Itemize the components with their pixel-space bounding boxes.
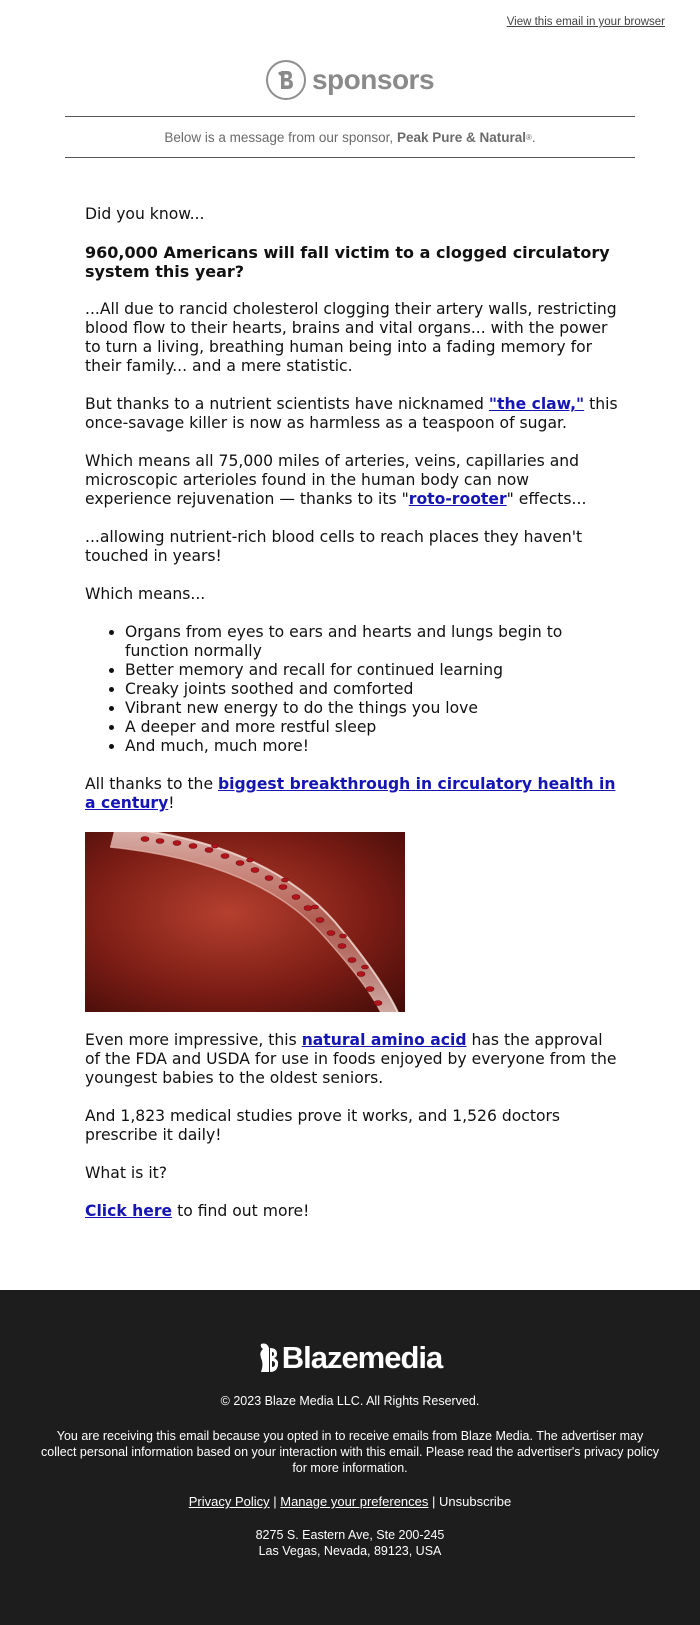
sponsor-name: Peak Pure & Natural <box>396 129 526 145</box>
postal-address <box>0 1527 700 1559</box>
blaze-flame-icon <box>258 1342 280 1374</box>
unsubscribe-link[interactable]: Unsubscribe <box>439 1494 512 1509</box>
sponsors-logo <box>0 44 700 116</box>
footer-links <box>0 1494 700 1509</box>
natural-amino-acid-link[interactable]: natural amino acid <box>301 1031 467 1049</box>
disclaimer: You are receiving this email because you opted in to receive emails from Blaze Media. The advertiser may collect personal information based on your interaction with this email. Please read the advertiser's privacy policy for more information. <box>41 1429 659 1475</box>
text-segment: has the approval of the FDA and USDA for use in foods enjoyed by everyone from the youngest babies to the oldest seniors. <box>85 1031 617 1087</box>
blaze-media-logo <box>0 1338 700 1378</box>
paragraph-headline: 960,000 Americans will fall victim to a clogged circulatory system this year? <box>85 243 610 281</box>
email-body <box>85 205 620 1240</box>
address-line-2: Las Vegas, Nevada, 89123, USA <box>258 1544 442 1558</box>
paragraph-did-you-know: Did you know... <box>85 205 205 223</box>
paragraph-click-here <box>85 1202 620 1221</box>
separator: | <box>269 1494 281 1509</box>
click-here-link[interactable]: Click here <box>85 1202 173 1220</box>
paragraph-the-claw <box>85 395 620 433</box>
sponsor-message-bar <box>65 116 635 158</box>
text-segment: " effects... <box>506 490 587 508</box>
paragraph-which-means: Which means... <box>85 585 206 603</box>
paragraph-blood-cells: ...allowing nutrient-rich blood cells to reach places they haven't touched in years! <box>85 528 583 565</box>
paragraph-cholesterol: ...All due to rancid cholesterol clogging their artery walls, restricting blood flow to their hearts, brains and vital organs... with the power to turn a living, breathing human being into a fading memory for their family... and a mere statistic. <box>85 300 617 375</box>
benefits-list <box>125 623 620 756</box>
paragraph-breakthrough <box>85 775 620 813</box>
text-segment: All thanks to the <box>85 775 218 793</box>
copyright: © 2023 Blaze Media LLC. All Rights Reserved. <box>220 1394 480 1408</box>
manage-preferences-link[interactable]: Manage your preferences <box>280 1494 429 1509</box>
footer <box>0 1290 700 1625</box>
breakthrough-link[interactable]: biggest breakthrough in circulatory health in a century <box>85 775 616 812</box>
text-segment: this once-savage killer is now as harmless as a teaspoon of sugar. <box>85 395 618 432</box>
address-line-1: 8275 S. Eastern Ave, Ste 200-245 <box>255 1528 445 1542</box>
sponsors-logo-text: sponsors <box>311 64 435 95</box>
text-segment: Even more impressive, this <box>85 1031 302 1049</box>
sponsors-logo-icon <box>266 60 306 100</box>
text-segment: to find out more! <box>172 1202 310 1220</box>
separator: | <box>428 1494 440 1509</box>
list-item: • Vibrant new energy to do the things you love <box>125 699 620 718</box>
list-item: • Creaky joints soothed and comforted <box>125 680 620 699</box>
list-item: • Organs from eyes to ears and hearts and lungs begin to function normally <box>125 623 620 661</box>
sponsor-suffix: . <box>531 129 536 145</box>
list-item: • A deeper and more restful sleep <box>125 718 620 737</box>
blood-vessel-image[interactable] <box>85 832 405 1012</box>
top-bar <box>0 0 700 44</box>
paragraph-amino-acid <box>85 1031 620 1088</box>
paragraph-studies: And 1,823 medical studies prove it works, and 1,526 doctors prescribe it daily! <box>85 1107 561 1144</box>
paragraph-what-is-it: What is it? <box>85 1164 168 1182</box>
list-item: • Better memory and recall for continued learning <box>125 661 620 680</box>
blaze-media-logo-text: Blazemedia <box>281 1340 443 1375</box>
sponsor-registered-mark: ® <box>526 132 532 142</box>
text-segment: ! <box>168 794 175 812</box>
list-item: • And much, much more! <box>125 737 620 756</box>
paragraph-arteries <box>85 452 620 509</box>
text-segment: But thanks to a nutrient scientists have nicknamed <box>85 395 489 413</box>
roto-rooter-link[interactable]: roto-rooter <box>408 490 507 508</box>
privacy-policy-link[interactable]: Privacy Policy <box>188 1494 270 1509</box>
sponsor-prefix: Below is a message from our sponsor, <box>164 129 394 145</box>
the-claw-link[interactable]: "the claw," <box>488 395 585 413</box>
text-segment: Which means all 75,000 miles of arteries, veins, capillaries and microscopic arterioles found in the human body can now experience rejuvenation — thanks to its " <box>85 452 580 508</box>
view-in-browser-link[interactable]: View this email in your browser <box>506 16 665 28</box>
